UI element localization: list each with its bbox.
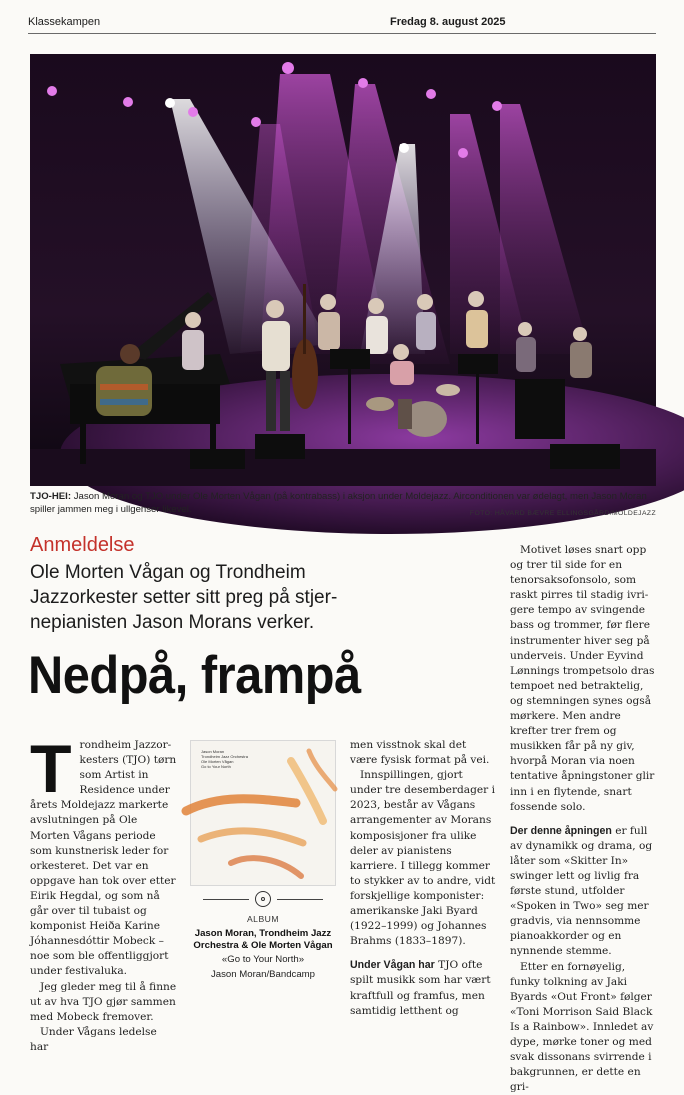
paragraph: Jeg gleder meg til å finne ut av hva TJO gjør sammen med Mobeck fremover.: [30, 980, 177, 1023]
paragraph: Motivet løses snart opp og trer til side for en tenorsaksofonsolo, som raskt pirres til stadig ivrigere tempo av svingende bass og trommer, før flere instrumenter hiver seg på underveis. Under Eyvind Lønnings trompetsolo dras tempoet ned betraktelig, og stemningen synes også mørkere. Men andre krefter trer frem og musikken får på ny giv, hvorpå Moran via noen tentative åpningstoner glir inn i en flytende, snart fossende solo.: [510, 544, 655, 813]
issue-date: Fredag 8. august 2025: [390, 16, 506, 28]
publication-name: Klassekampen: [28, 16, 101, 28]
article-column-3: [350, 738, 496, 1019]
album-divider: [190, 890, 336, 908]
cover-text: Jason Moran Trondheim Jazz Orchestra Ole Morten Vågan Go to Your North: [201, 749, 248, 769]
album-box: [190, 740, 336, 981]
article-kicker: Anmeldelse: [30, 534, 135, 556]
lead-in: Der denne åpningen: [510, 824, 612, 837]
album-cover: [190, 740, 336, 886]
article-column-1: [30, 731, 178, 1055]
album-label: ALBUM: [246, 914, 280, 924]
album-name: «Go to Your North»: [221, 954, 305, 965]
caption-lead: TJO-HEI:: [30, 491, 72, 502]
paragraph: men visstnok skal det være fysisk format på vei.: [350, 739, 490, 767]
photo-credit: FOTO: HÅVARD BÆVRE ELLINGSGÅRD/MOLDEJAZZ: [469, 510, 656, 517]
article-deck: Ole Morten Vågan og Trondheim Jazzorkester setter sitt preg på stjernepianisten Jason Morans verker.: [30, 562, 338, 633]
cover-art: [191, 741, 337, 887]
article-headline: Nedpå, frampå: [28, 646, 361, 705]
concert-photo: [30, 54, 656, 486]
dropcap: T: [30, 731, 72, 807]
page-header: [28, 14, 656, 34]
paragraph: Etter en fornøyelig, funky tolkning av Jaki Byards «Out Front» følger «Toni Morrison Said Black Is a Rainbow». Innledet av dype, mørke toner og med svak dissonans svirrende i bakgrunnen, er dette en gri-: [510, 960, 654, 1094]
caption-text: Jason Moran og TJO under Ole Morten Vågan (på kontrabass) i aksjon under Moldejazz. Airconditionen var ødelagt, men Jason Moran spiller jammen meg i ullgenser likevel.: [30, 491, 647, 515]
paragraph: Under Vågan har TJO ofte spilt musikk som har vært kraftfull og framfus, men samtidig letthent og: [350, 959, 491, 1017]
album-title: Jason Moran, Trondheim Jazz Orchestra & Ole Morten Vågan: [193, 928, 333, 951]
article-column-4: [510, 543, 658, 1095]
stage-illustration: [30, 54, 656, 486]
paragraph: Trondheim Jazzorkesters (TJO) tørn som Artist in Residence under årets Moldejazz markerte avslutningen på Ole Morten Vågans periode som kunstnerisk leder for orkesteret. Det var en oppgave han tok over etter Eirik Hegdal, og som nå går over til tubaist og komponist Heiða Karine Jóhannesdóttir Mobeck – noe som ble offentliggjort under festivaluka.: [30, 731, 177, 978]
album-record-label: Jason Moran/Bandcamp: [211, 969, 315, 980]
lead-in: Under Vågan har: [350, 959, 435, 972]
paragraph: Under Vågans ledelse har: [30, 1025, 157, 1053]
disc-icon: [255, 891, 271, 907]
paragraph: Der denne åpningen er full av dynamikk og drama, og låter som «Skitter In» swinger lett og livlig fra første stund, utfolder «Spoken in Two» seg mer gradvis, via nennsomme pianoakkorder og en nynnende stemme.: [510, 824, 653, 958]
paragraph: Innspillingen, gjort under tre desemberdager i 2023, består av Vågans arrangementer av Morans komposisjoner fra ulike deler av pianistens karriere. I tillegg kommer to stykker av to andre, vidt forskjellige komponister: amerikanske Jaki Byard (1922–1999) og Johannes Brahms (1833–1897).: [350, 769, 496, 948]
